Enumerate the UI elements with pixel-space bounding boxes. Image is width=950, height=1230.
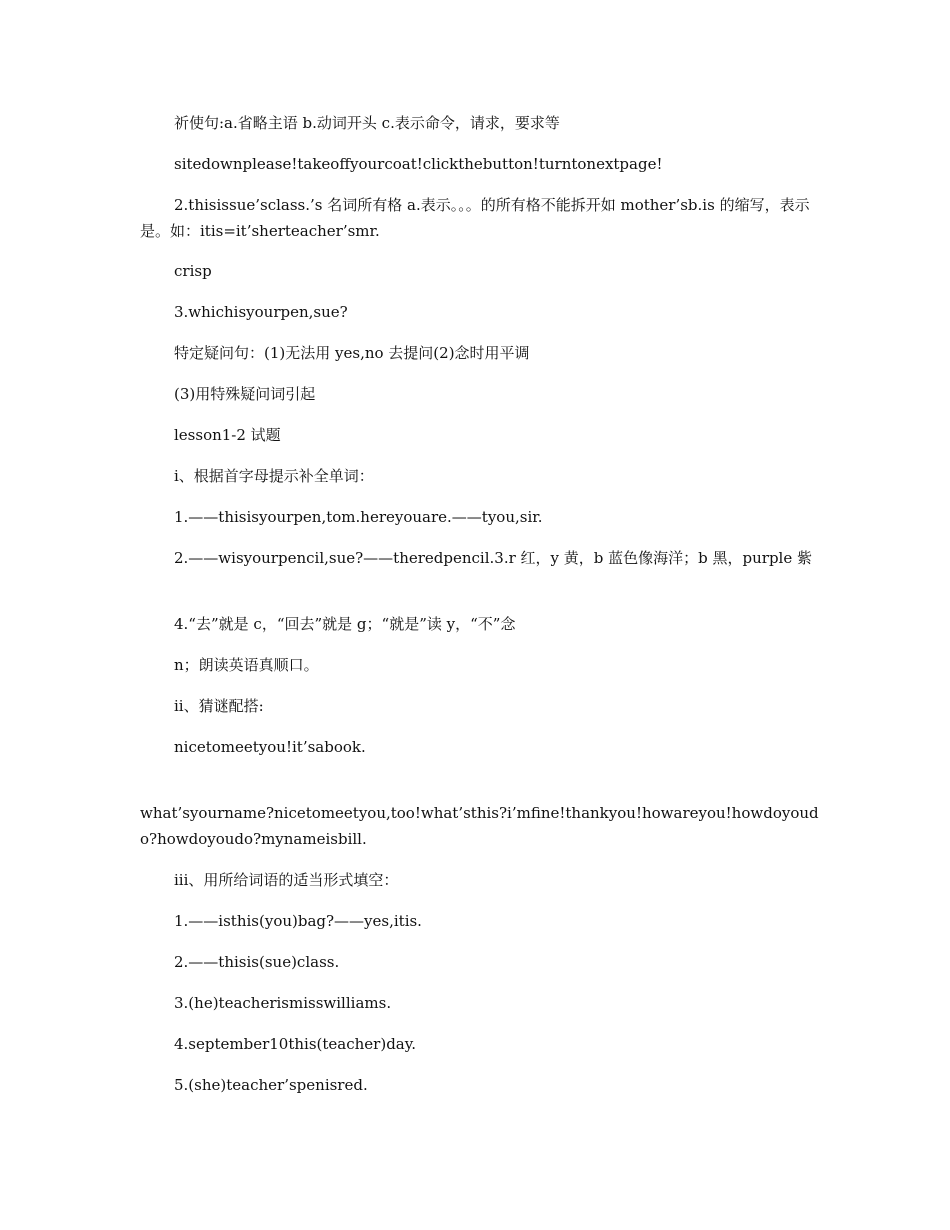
text-line: 3.(he)teacherismisswilliams. [174,994,392,1012]
text-line: 4.september10this(teacher)day. [174,1035,416,1053]
text-line: 2.——thisis(sue)class. [174,953,340,971]
text-line: lesson1-2 试题 [174,426,281,444]
text-line: 2.——wisyourpencil,sue?——theredpencil.3.r 红，y 黄，b 蓝色像海洋；b 黑，purple 紫 [174,549,812,567]
text-line: 特定疑问句：(1)无法用 yes,no 去提问(2)念时用平调 [174,344,530,362]
text-line: 祈使句:a.省略主语 b.动词开头 c.表示命令，请求，要求等 [174,114,560,132]
text-line: 1.——isthis(you)bag?——yes,itis. [174,912,422,930]
text-line: sitedownplease!takeoffyourcoat!clickthebutton!turntonextpage! [174,155,663,173]
text-line: 4.“去”就是 c，“回去”就是 g；“就是”读 y，“不”念 [174,615,516,633]
text-line: 2.thisissue’sclass.’s 名词所有格 a.表示。。。的所有格不能拆开如 mother’sb.is 的缩写，表示是。如：itis=it’sherteacher’smr. [140,196,810,240]
text-line: (3)用特殊疑问词引起 [174,385,316,403]
text-line: ii、猜谜配搭: [174,697,264,715]
text-line: i、根据首字母提示补全单词： [174,467,374,485]
text-line: iii、用所给词语的适当形式填空： [174,871,399,889]
text-line: n；朗读英语真顺口。 [174,656,319,674]
text-line: 1.——thisisyourpen,tom.hereyouare.——tyou,sir. [174,508,543,526]
text-line: what’syourname?nicetomeetyou,too!what’sthis?i’mfine!thankyou!howareyou!howdoyoudo?howdoyoudo?mynameisbill. [140,804,819,848]
text-line: 3.whichisyourpen,sue? [174,303,348,321]
text-line: nicetomeetyou!it’sabook. [174,738,366,756]
text-line: crisp [174,262,212,280]
text-line: 5.(she)teacher’spenisred. [174,1076,368,1094]
